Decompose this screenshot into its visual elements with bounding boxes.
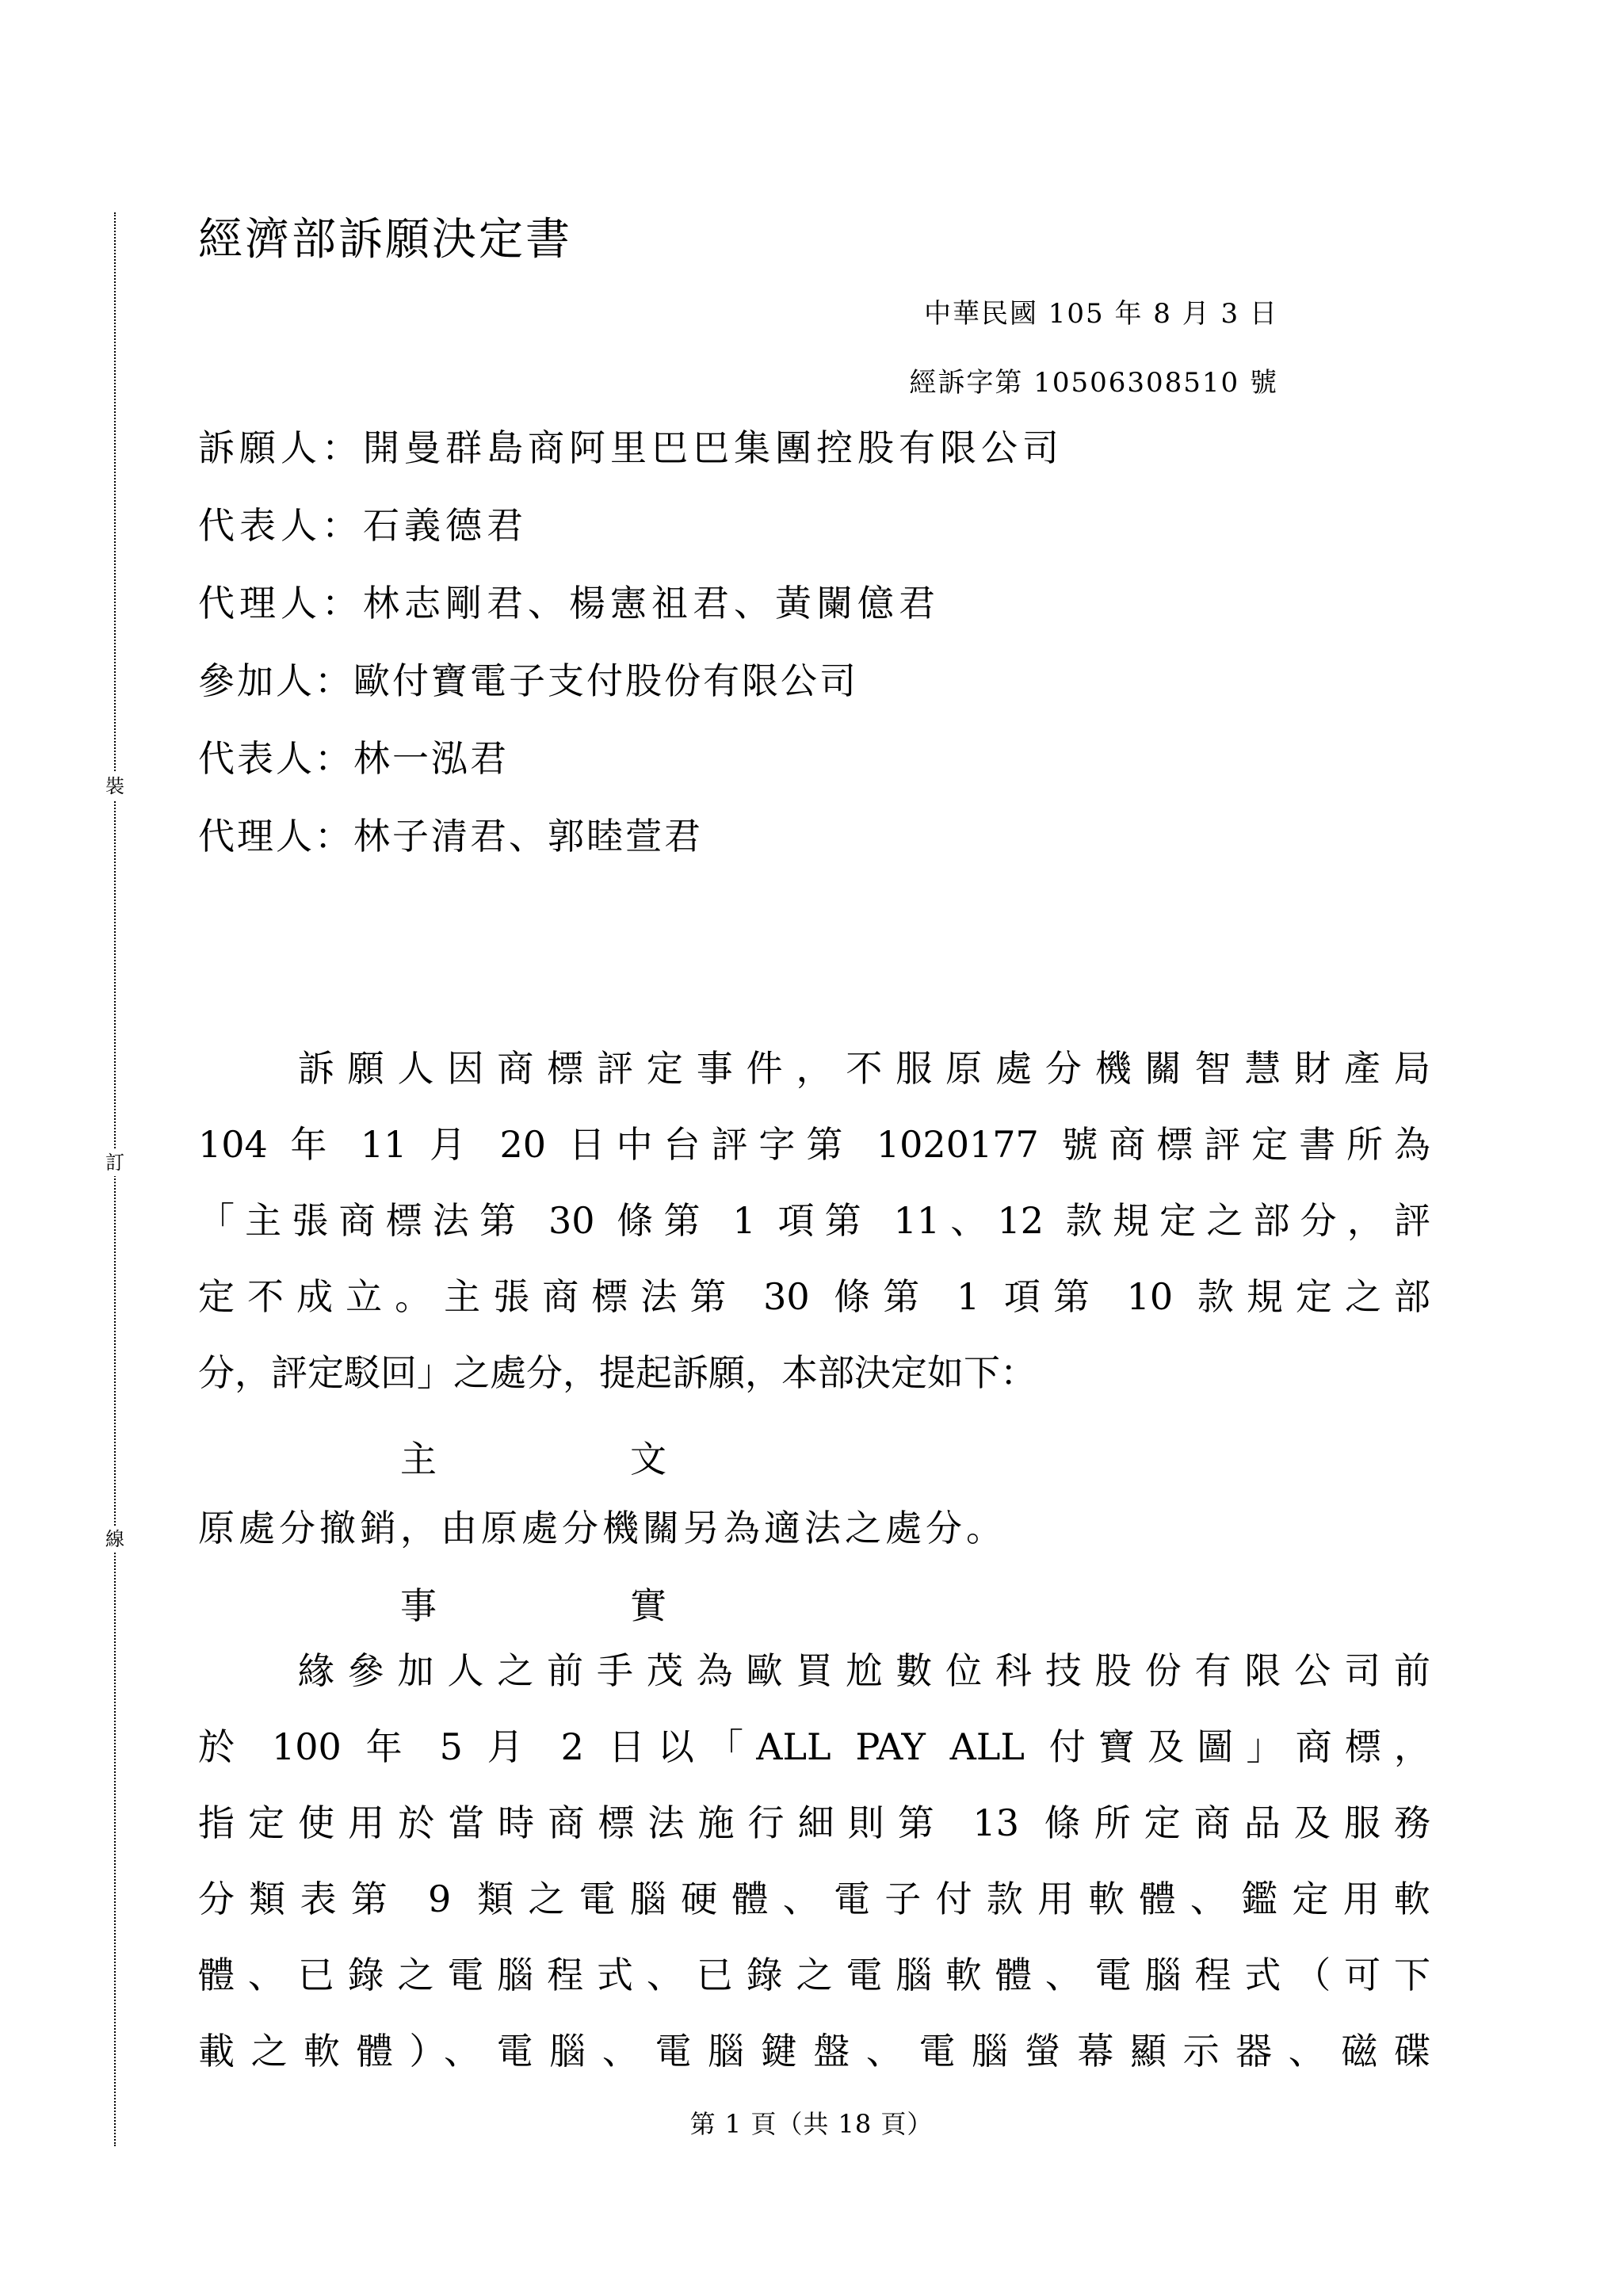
binding-mark-middle: 訂 [101,1149,128,1176]
party-participant-representative: 代表人：林一泓君 [198,737,509,780]
facts-heading-char-2: 實 [630,1584,666,1627]
page-number-footer: 第 1 頁（共 18 頁） [689,2109,934,2139]
facts-heading-char-1: 事 [400,1584,437,1627]
binding-mark-bottom: 線 [101,1526,128,1553]
facts-paragraph [198,1633,1430,2089]
intro-line: 「主張商標法第 30 條第 1 項第 11、12 款規定之部分，評 [198,1199,1430,1242]
intro-line: 定不成立。主張商標法第 30 條第 1 項第 10 款規定之部 [198,1275,1430,1318]
party-petitioner-agents: 代理人：林志剛君、楊憲祖君、黃闌億君 [198,582,940,625]
intro-line: 分，評定駁回」之處分，提起訴願，本部決定如下： [198,1351,1037,1394]
party-participant-agents: 代理人：林子清君、郭睦萱君 [198,815,703,858]
intro-line: 104 年 11 月 20 日中台評字第 1020177 號商標評定書所為 [198,1123,1430,1166]
main-text: 原處分撤銷，由原處分機關另為適法之處分。 [198,1507,1006,1549]
facts-line: 分類表第 9 類之電腦硬體、電子付款用軟體、鑑定用軟 [198,1878,1430,1920]
decision-date: 中華民國 105 年 8 月 3 日 [923,298,1278,330]
binding-margin-line [114,212,116,2146]
document-number: 經訴字第 10506308510 號 [909,367,1278,399]
binding-mark-top: 裝 [101,773,128,800]
facts-heading [400,1577,860,1629]
intro-line: 訴願人因商標評定事件，不服原處分機關智慧財產局 [198,1047,1430,1090]
main-heading [400,1431,860,1483]
party-participant: 參加人：歐付寶電子支付股份有限公司 [198,659,858,702]
main-heading-char-1: 主 [400,1438,437,1480]
facts-line: 於 100 年 5 月 2 日以「ALL PAY ALL 付寶及圖」商標， [198,1725,1430,1768]
party-petitioner-representative: 代表人：石義德君 [198,504,528,547]
document-title: 經濟部訴願決定書 [198,214,572,266]
intro-paragraph [198,1030,1430,1411]
facts-line: 緣參加人之前手茂為歐買尬數位科技股份有限公司前 [198,1649,1430,1692]
facts-line: 指定使用於當時商標法施行細則第 13 條所定商品及服務 [198,1801,1430,1844]
facts-line: 體、已錄之電腦程式、已錄之電腦軟體、電腦程式（可下 [198,1954,1430,1996]
party-petitioner: 訴願人：開曼群島商阿里巴巴集團控股有限公司 [198,426,1064,469]
facts-line: 載之軟體）、電腦、電腦鍵盤、電腦螢幕顯示器、磁碟 [198,2030,1430,2073]
main-heading-char-2: 文 [630,1438,666,1480]
